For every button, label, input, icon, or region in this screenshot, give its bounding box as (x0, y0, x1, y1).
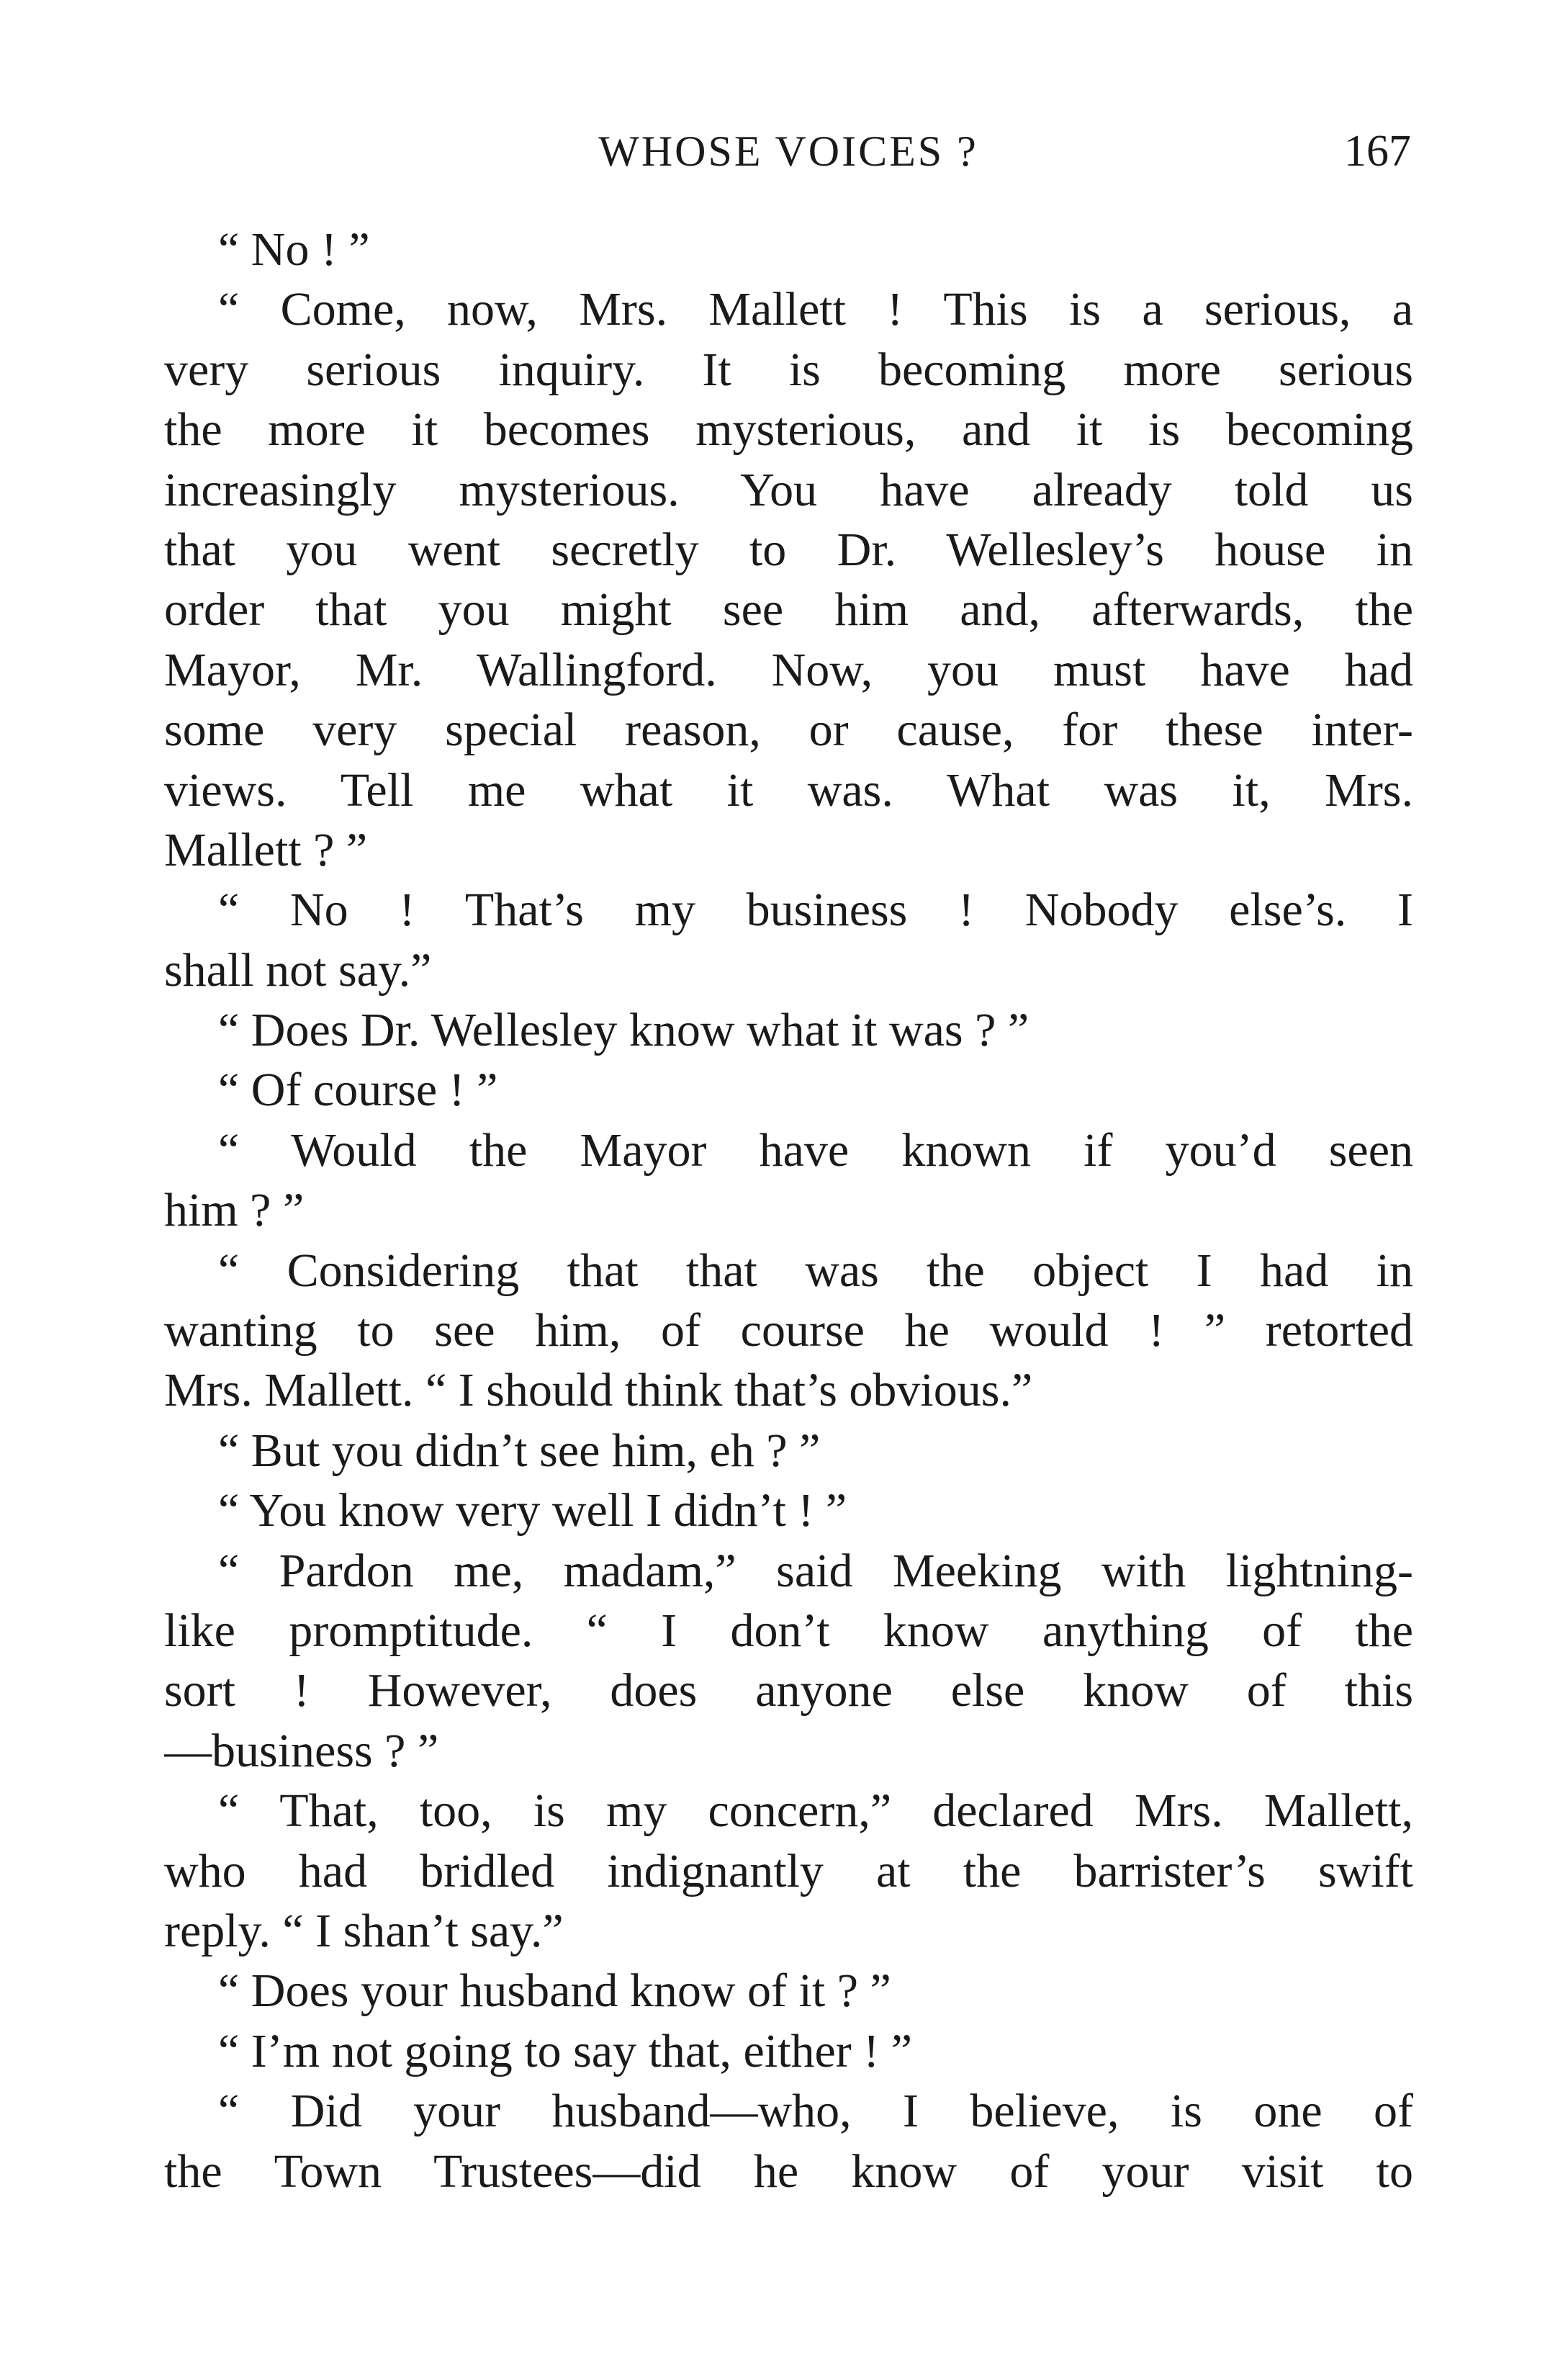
text-line: wanting to see him, of course he would ! ” retorted (164, 1304, 1413, 1357)
text-line: “ Did your husband—who, I believe, is one of (218, 2085, 1413, 2138)
text-line: order that you might see him and, afterwards, the (164, 583, 1413, 637)
text-line: sort ! However, does anyone else know of this (164, 1664, 1413, 1717)
text-line: “ That, too, is my concern,” declared Mrs. Mallett, (218, 1784, 1413, 1838)
text-line: Mallett ? ” (164, 823, 368, 876)
text-line: —business ? ” (164, 1724, 439, 1777)
running-head (166, 115, 1411, 187)
text-line: who had bridled indignantly at the barrister’s swift (164, 1844, 1413, 1897)
text-line: him ? ” (164, 1184, 305, 1237)
text-line: “ But you didn’t see him, eh ? ” (218, 1424, 821, 1477)
text-line: reply. “ I shan’t say.” (164, 1904, 564, 1957)
body-text (164, 220, 1413, 2201)
text-line: views. Tell me what it was. What was it, Mrs. (164, 763, 1413, 817)
text-line: Mayor, Mr. Wallingford. Now, you must have had (164, 643, 1413, 696)
text-line: “ Would the Mayor have known if you’d seen (218, 1123, 1413, 1177)
text-line: “ You know very well I didn’t ! ” (218, 1484, 847, 1537)
running-title: WHOSE VOICES ? (598, 127, 978, 175)
text-line: “ Does Dr. Wellesley know what it was ? ” (218, 1004, 1029, 1057)
text-line: “ No ! That’s my business ! Nobody else’s. I (218, 884, 1413, 937)
text-line: very serious inquiry. It is becoming more serious (164, 343, 1413, 396)
text-line: the more it becomes mysterious, and it is becoming (164, 403, 1413, 457)
text-line: “ I’m not going to say that, either ! ” (218, 2024, 913, 2077)
text-line: “ Pardon me, madam,” said Meeking with lightning- (218, 1544, 1413, 1597)
text-line: increasingly mysterious. You have already told us (164, 463, 1413, 516)
text-line: “ Does your husband know of it ? ” (218, 1964, 891, 2018)
text-line: “ Of course ! ” (218, 1064, 498, 1117)
text-line: shall not say.” (164, 943, 432, 997)
text-line: the Town Trustees—did he know of your visit to (164, 2144, 1413, 2198)
text-line: like promptitude. “ I don’t know anything of the (164, 1604, 1413, 1657)
page-number: 167 (1344, 127, 1411, 176)
text-line: that you went secretly to Dr. Wellesley’s house in (164, 523, 1413, 576)
text-line: “ Come, now, Mrs. Mallett ! This is a serious, a (218, 283, 1413, 336)
text-line: Mrs. Mallett. “ I should think that’s obvious.” (164, 1364, 1033, 1417)
text-line: some very special reason, or cause, for these inter- (164, 704, 1413, 757)
text-line: “ Considering that that was the object I had in (218, 1244, 1413, 1297)
text-line: “ No ! ” (218, 223, 370, 276)
